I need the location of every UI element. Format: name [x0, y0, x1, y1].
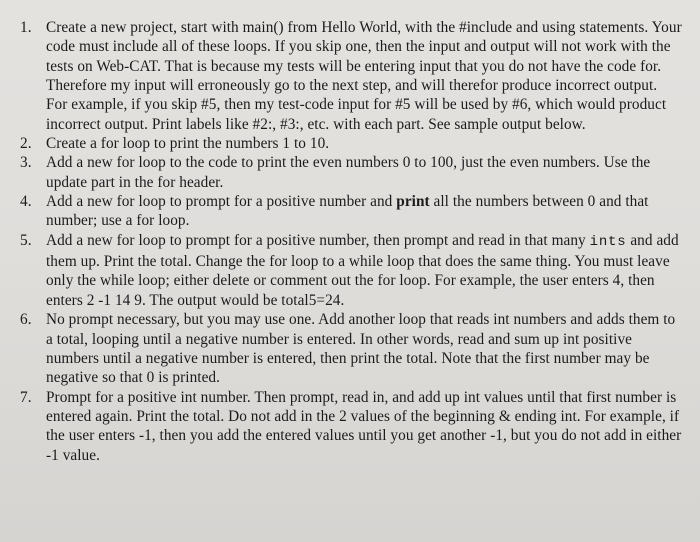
instruction-item-4	[20, 192, 684, 231]
item-text-bold-print: print	[396, 193, 430, 211]
item-number: 1.	[20, 19, 32, 36]
item-text-after: and add them up. Print the total. Change the for loop to a while loop that does the same thing. You must leave only the while loop; either delete or comment out the for loop. For example, the user enters 4, then enters 2 -1 14 9. The output would be total5=24.	[46, 231, 679, 309]
item-text: Create a new project, start with main() from Hello World, with the #include and using statements. Your code must include all of these loops. If you skip one, then the input and output will not work with the tests on Web-CAT. That is because my tests will be entering input that you do not have the code for. Therefore my input will erroneously go to the next step, and will therefor produce incorrect output. For example, if you skip #5, then my test-code input for #5 will be used by #6, which would product incorrect output. Print labels like #2:, #3:, etc. with each part. See sample output below.	[46, 19, 682, 133]
item-code-ints: ints	[589, 233, 627, 250]
instruction-item-3	[20, 153, 684, 192]
item-text: Create a for loop to print the numbers 1 to 10.	[46, 135, 330, 153]
item-text: Prompt for a positive int number. Then prompt, read in, and add up int values until that first number is entered again. Print the total. Do not add in the 2 values of the beginning & ending int. For example, if the user enters -1, then you add the entered values until you get another -1, but you do not add in either -1 value.	[46, 388, 682, 464]
instruction-item-5	[20, 231, 684, 310]
item-text-before: Add a new for loop to prompt for a positive number, then prompt and read in that many	[46, 231, 590, 249]
item-text-after: all the numbers between 0 and that number; use a for loop.	[46, 193, 649, 230]
item-number: 2.	[20, 135, 32, 153]
instruction-item-7	[20, 388, 684, 465]
instruction-item-6	[20, 310, 684, 387]
item-number: 4.	[20, 193, 32, 211]
item-number: 5.	[20, 231, 32, 249]
item-text: No prompt necessary, but you may use one. Add another loop that reads int numbers and adds them to a total, looping until a negative number is entered. In other words, read and sum up int positive numbers until a negative number is entered, then print the total. Note that the first number may be negative so that 0 is printed.	[46, 311, 676, 387]
item-number: 3.	[20, 154, 32, 172]
item-text: Add a new for loop to the code to print the even numbers 0 to 100, just the even numbers. Use the update part in the for header.	[46, 154, 651, 191]
instruction-item-2	[20, 134, 684, 153]
item-number: 7.	[20, 388, 32, 406]
instruction-list	[20, 18, 684, 465]
item-text-before: Add a new for loop to prompt for a positive number and	[46, 193, 397, 211]
item-number: 6.	[20, 311, 32, 329]
instruction-item-1	[20, 18, 684, 134]
